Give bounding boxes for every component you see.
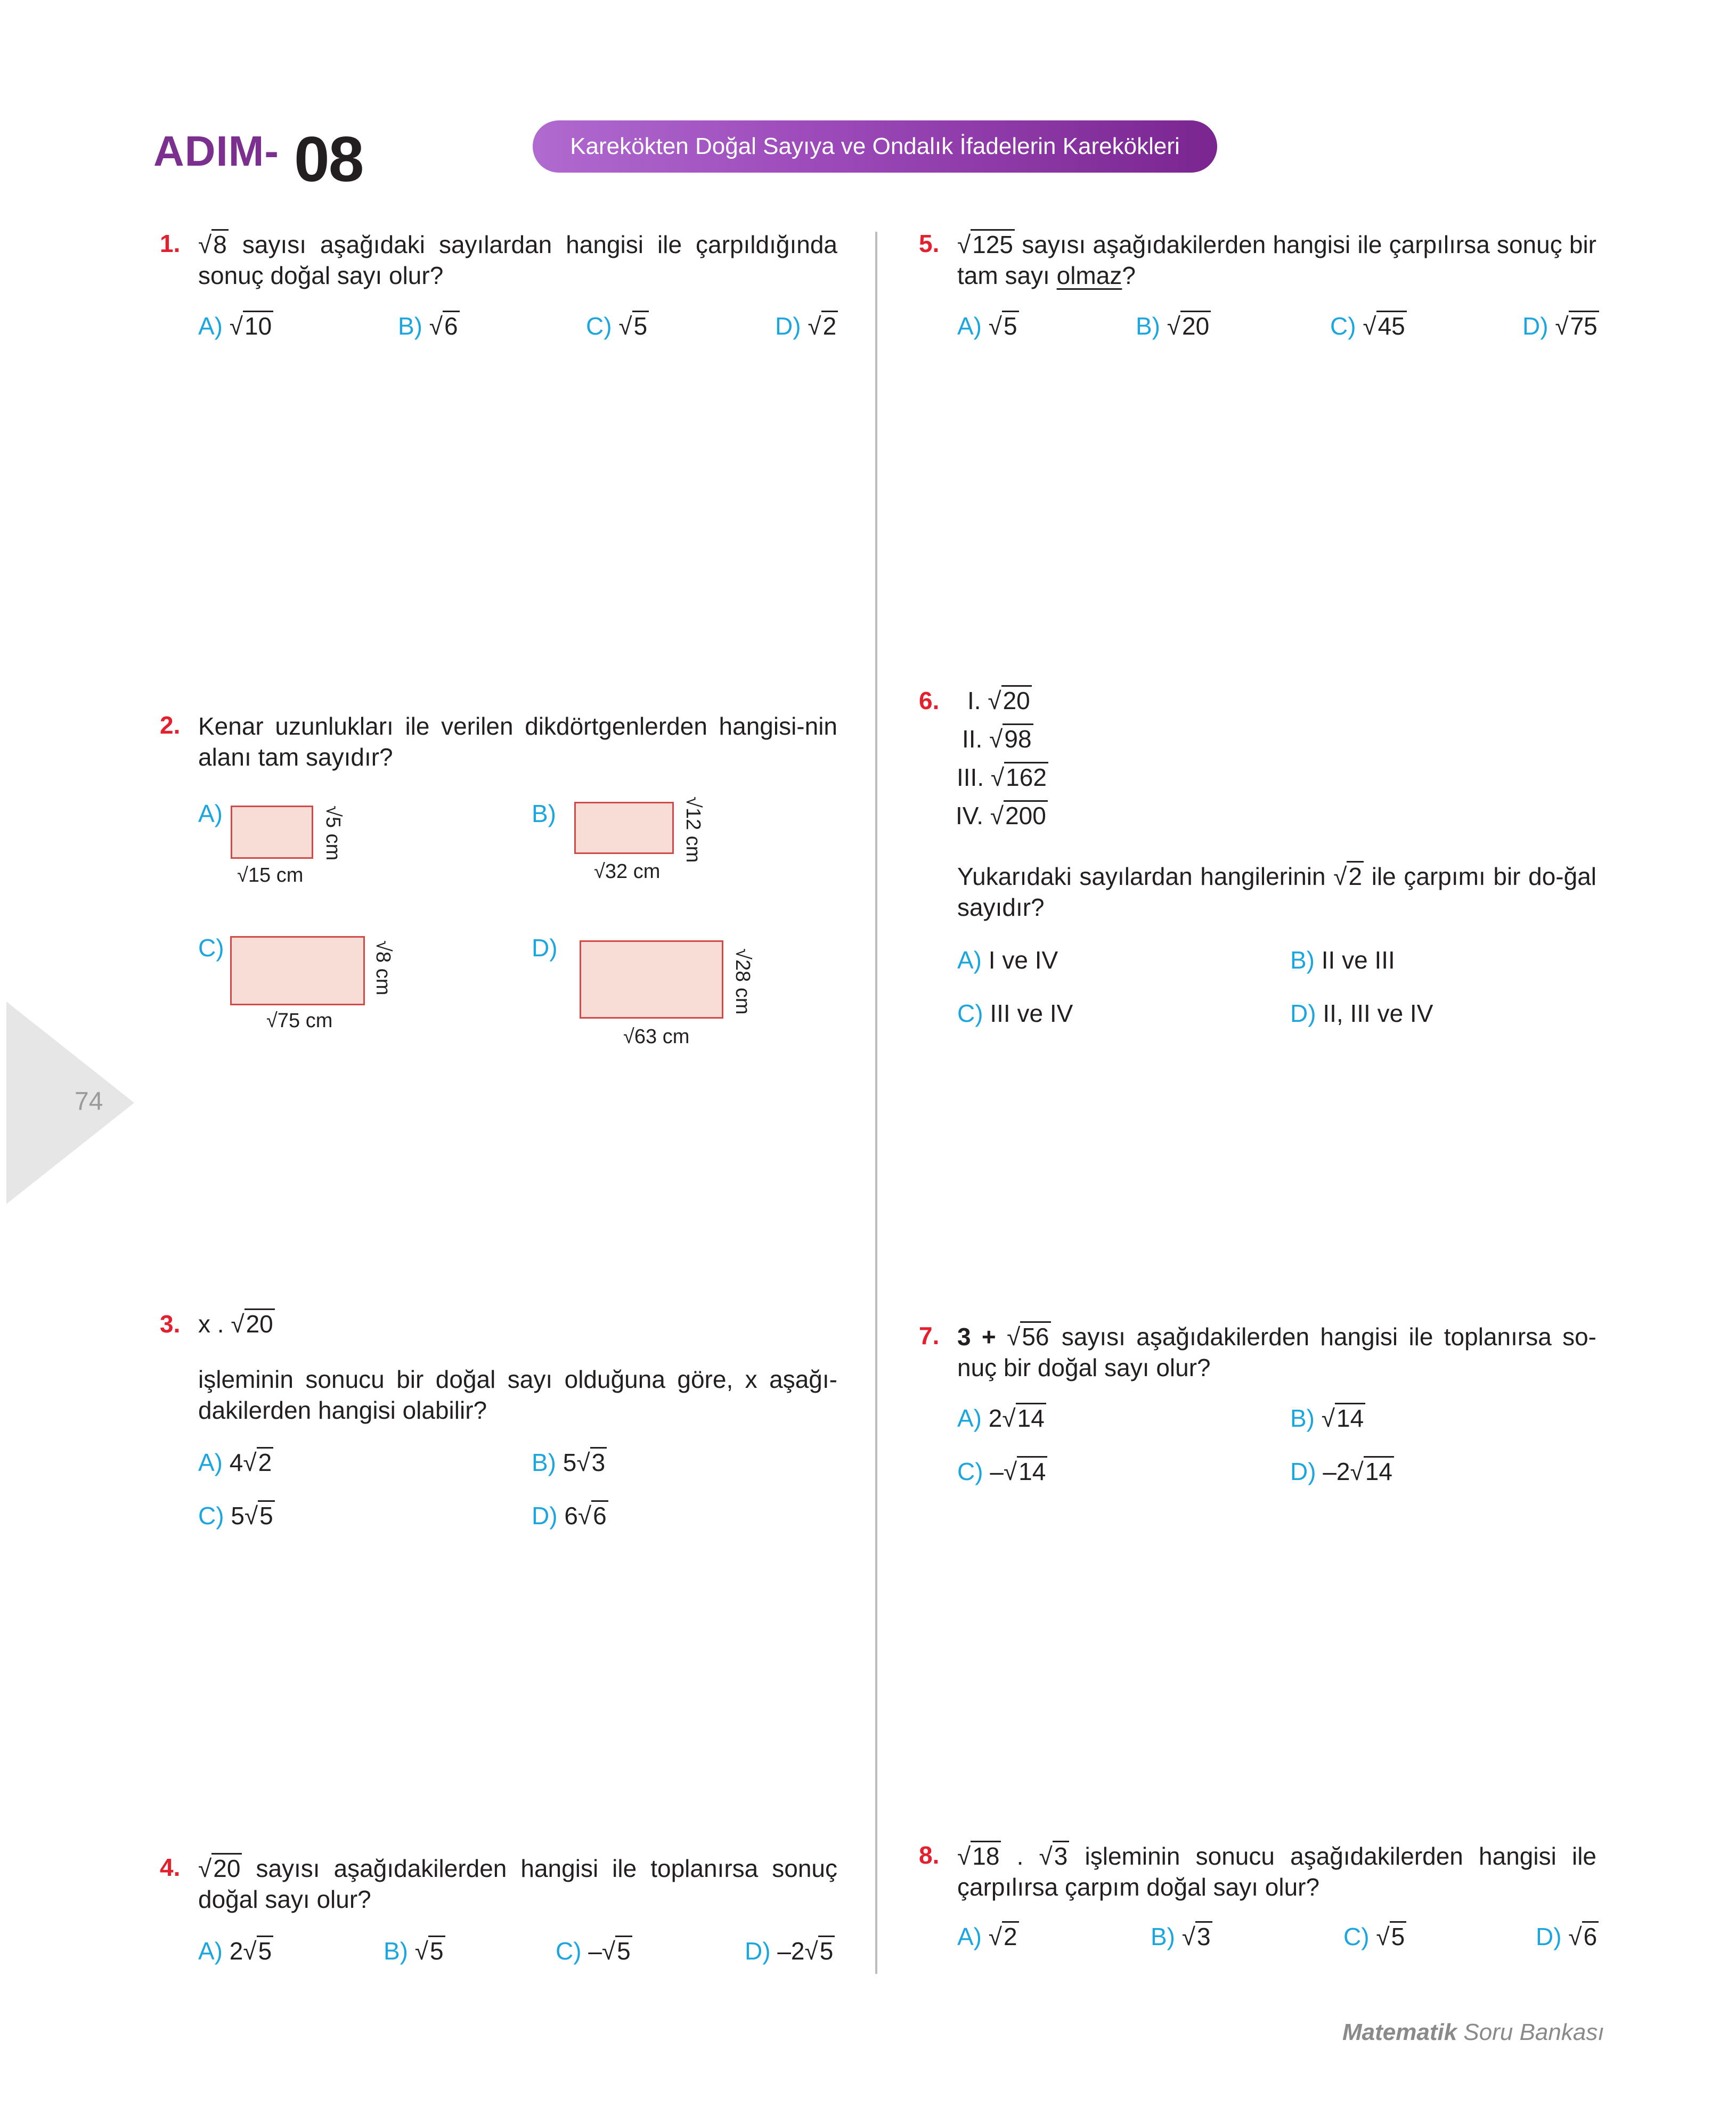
option-a[interactable]: A) √ 10 [198, 312, 273, 340]
height-label-c: √ 8 cm [371, 940, 394, 995]
option-c[interactable]: C) –√ 5 [556, 1937, 632, 1965]
question-text: 3 + √ 56 sayısı aşağıdakilerden hangisi ile toplanırsa so-nuç bir doğal sayı olur? [957, 1321, 1596, 1383]
question-expression: x . √ 20 [198, 1310, 275, 1338]
question-text: √ 8 sayısı aşağıdaki sayılardan hangisi ile çarpıldığında sonuç doğal sayı olur? [198, 229, 837, 291]
option-d[interactable]: D) 6√ 6 [532, 1501, 608, 1530]
roman-item-3: III. √ 162 [957, 763, 1048, 792]
option-b[interactable]: B) [532, 800, 556, 827]
topic-banner: Karekökten Doğal Sayıya ve Ondalık İfadelerin Karekökleri [533, 120, 1217, 173]
question-number: 5. [919, 230, 940, 257]
step-label: ADIM- [153, 127, 280, 175]
option-a[interactable]: A) I ve IV [957, 946, 1058, 974]
option-d[interactable]: D) √ 6 [1536, 1922, 1599, 1951]
option-d[interactable]: D) √ 75 [1522, 312, 1599, 340]
option-a[interactable]: A) √ 2 [957, 1922, 1019, 1951]
question-number: 3. [160, 1310, 181, 1338]
footer-book-title: Matematik Soru Bankası [1342, 2019, 1604, 2045]
option-b[interactable]: B) √ 5 [384, 1937, 445, 1965]
question-number: 2. [160, 711, 181, 739]
question-number: 8. [919, 1841, 940, 1869]
roman-item-1: I. √ 20 [967, 686, 1032, 715]
question-text: işleminin sonucu bir doğal sayı olduğuna göre, x aşağı-dakilerden hangisi olabilir? [198, 1365, 837, 1424]
option-a[interactable]: A) 2√ 14 [957, 1404, 1046, 1433]
width-label-a: √ 15 cm [237, 864, 303, 887]
rectangle-b [574, 802, 674, 854]
rectangle-d [580, 940, 723, 1019]
roman-item-2: II. √ 98 [962, 725, 1033, 753]
option-c[interactable]: C) –√ 14 [957, 1457, 1047, 1486]
option-a[interactable]: A) 2√ 5 [198, 1937, 273, 1965]
option-b[interactable]: B) √ 3 [1151, 1922, 1212, 1951]
option-b[interactable]: B) √ 14 [1290, 1404, 1365, 1433]
height-label-a: √ 5 cm [321, 806, 344, 860]
option-a[interactable]: A) √ 5 [957, 312, 1019, 340]
option-b[interactable]: B) √ 20 [1136, 312, 1211, 340]
question-text: √ 125 sayısı aşağıdakilerden hangisi ile çarpılırsa sonuç bir tam sayı olmaz? [957, 229, 1596, 291]
question-number: 6. [919, 687, 940, 714]
roman-item-4: IV. √ 200 [956, 801, 1048, 830]
column-divider [875, 232, 877, 1974]
question-number: 4. [160, 1853, 181, 1881]
option-c[interactable]: C) [198, 934, 224, 962]
width-label-d: √ 63 cm [623, 1026, 689, 1048]
page-number: 74 [75, 1087, 103, 1116]
option-d[interactable]: D) [532, 934, 558, 962]
option-d[interactable]: D) –2√ 5 [745, 1937, 835, 1965]
option-b[interactable]: B) 5√ 3 [532, 1448, 607, 1477]
step-number: 08 [294, 124, 363, 195]
question-text: √ 18 . √ 3 işleminin sonucu aşağıdakilerden hangisi ile çarpılırsa çarpım doğal sayı olur? [957, 1841, 1596, 1902]
option-d[interactable]: D) II, III ve IV [1290, 999, 1433, 1027]
width-label-c: √ 75 cm [266, 1010, 332, 1032]
height-label-b: √ 12 cm [681, 796, 704, 863]
page-tab-arrow [6, 1002, 134, 1204]
width-label-b: √ 32 cm [594, 860, 660, 883]
option-b[interactable]: B) √ 6 [398, 312, 460, 340]
question-text: Kenar uzunlukları ile verilen dikdörtgenlerden hangisi-nin alanı tam sayıdır? [198, 712, 837, 771]
height-label-d: √ 28 cm [731, 948, 754, 1014]
option-a[interactable]: A) [198, 800, 223, 827]
option-b[interactable]: B) II ve III [1290, 946, 1395, 974]
question-number: 7. [919, 1322, 940, 1349]
option-c[interactable]: C) 5√ 5 [198, 1501, 275, 1530]
emphasis-olmaz: olmaz [1056, 262, 1122, 289]
option-d[interactable]: D) √ 2 [775, 312, 838, 340]
option-c[interactable]: C) √ 5 [1343, 1922, 1406, 1951]
option-a[interactable]: A) 4√ 2 [198, 1448, 273, 1477]
question-text: √ 20 sayısı aşağıdakilerden hangisi ile toplanırsa sonuç doğal sayı olur? [198, 1853, 837, 1915]
option-c[interactable]: C) √ 45 [1330, 312, 1407, 340]
rectangle-c [230, 936, 365, 1005]
question-number: 1. [160, 230, 181, 257]
question-text: Yukarıdaki sayılardan hangilerinin √ 2 ile çarpımı bir do-ğal sayıdır? [957, 861, 1596, 923]
rectangle-a [231, 806, 313, 859]
option-d[interactable]: D) –2√ 14 [1290, 1457, 1394, 1486]
option-c[interactable]: C) III ve IV [957, 999, 1073, 1027]
option-c[interactable]: C) √ 5 [586, 312, 649, 340]
